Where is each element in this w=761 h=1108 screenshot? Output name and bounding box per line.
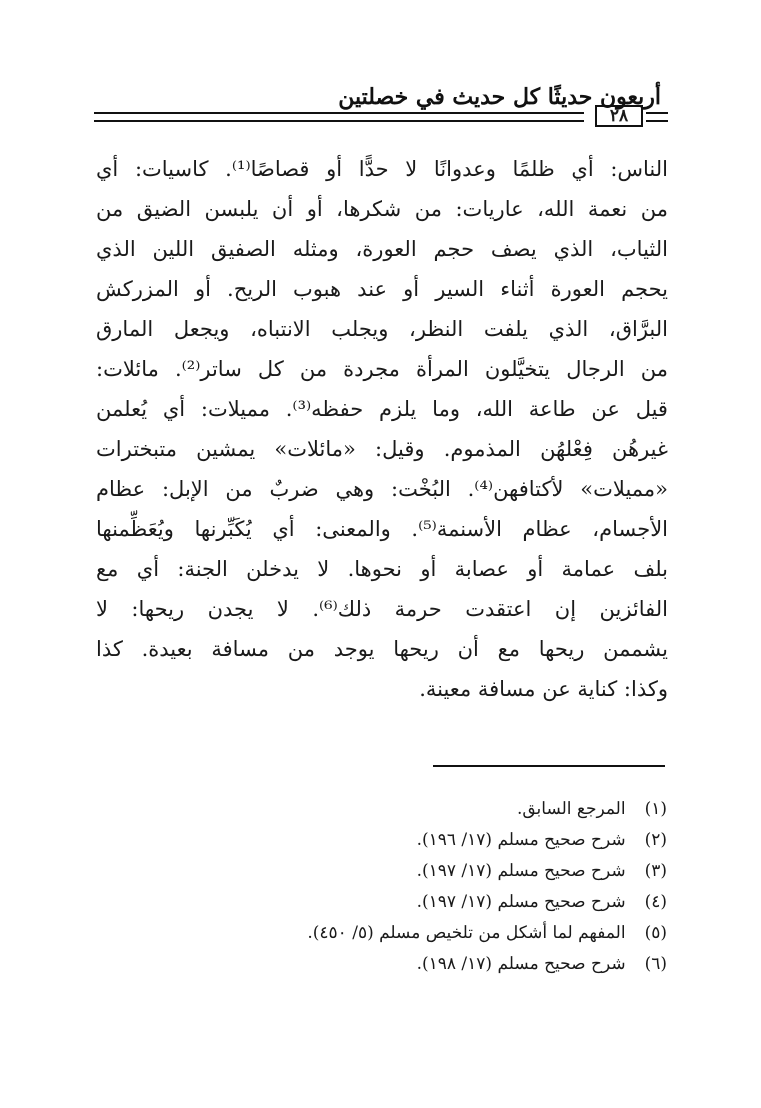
header-double-rule-short <box>646 112 668 122</box>
body-line: بلف عمامة أو عصابة أو نحوها. لا يدخلن الجنة: أي مع <box>96 557 668 581</box>
body-text <box>96 149 668 709</box>
body-line: الفائزين إن اعتقدت حرمة ذلك⁽⁶⁾. لا يجدن ريحها: لا <box>96 597 668 621</box>
footnote-number: (٢) <box>644 830 667 850</box>
page-number: ٢٨ <box>595 105 643 127</box>
footnote-number: (١) <box>644 799 667 819</box>
body-line: قيل عن طاعة الله، وما يلزم حفظه⁽³⁾. مميلات: أي يُعلمن <box>96 397 668 421</box>
footnote <box>107 918 667 949</box>
footnote-text: المفهم لما أشكل من تلخيص مسلم (٥/ ٤٥٠). <box>307 923 626 943</box>
body-line: وكذا: كناية عن مسافة معينة. <box>419 677 668 701</box>
footnote <box>107 856 667 887</box>
body-line: الأجسام، عظام الأسنمة⁽⁵⁾. والمعنى: أي يُكَبِّرنها ويُعَظِّمنها <box>96 517 668 541</box>
footnotes <box>107 794 667 980</box>
footnote-number: (٥) <box>644 923 667 943</box>
body-line: «مميلات» لأكتافهن⁽⁴⁾. البُخْت: وهي ضربٌ من الإبل: عظام <box>96 477 668 501</box>
footnote <box>107 825 667 856</box>
body-line: يحجم العورة أثناء السير أو عند هبوب الريح. أو المزركش <box>96 277 668 301</box>
body-line: يشممن ريحها مع أن ريحها يوجد من مسافة بعيدة. كذا <box>96 637 668 661</box>
body-line: من نعمة الله، عاريات: من شكرها، أو أن يلبسن الضيق من <box>96 197 668 221</box>
running-header-title: أربعون حديثًا كل حديث في خصلتين <box>338 84 661 110</box>
footnote-number: (٣) <box>644 861 667 881</box>
footnote-text: شرح صحيح مسلم (١٧/ ١٩٧). <box>416 861 626 881</box>
footnote-number: (٦) <box>644 954 667 974</box>
body-line: من الرجال يتخيَّلون المرأة مجردة من كل ساتر⁽²⁾. مائلات: <box>96 357 668 381</box>
footnote-separator <box>433 765 665 767</box>
body-line: غيرهُن فِعْلهُن المذموم. وقيل: «مائلات» يمشين متبخترات <box>96 437 668 461</box>
footnote <box>107 949 667 980</box>
footnote-text: المرجع السابق. <box>516 799 626 819</box>
body-line: البرَّاق، الذي يلفت النظر، ويجلب الانتباه، ويجعل المارق <box>96 317 668 341</box>
body-line: الناس: أي ظلمًا وعدوانًا لا حدًّا أو قصاصًا⁽¹⁾. كاسيات: أي <box>96 157 668 181</box>
header-double-rule <box>94 112 584 122</box>
footnote-number: (٤) <box>644 892 667 912</box>
footnote-text: شرح صحيح مسلم (١٧/ ١٩٨). <box>416 954 626 974</box>
footnote-text: شرح صحيح مسلم (١٧/ ١٩٦). <box>416 830 626 850</box>
footnote <box>107 887 667 918</box>
footnote-text: شرح صحيح مسلم (١٧/ ١٩٧). <box>416 892 626 912</box>
footnote <box>107 794 667 825</box>
body-line: الثياب، الذي يصف حجم العورة، ومثله الصفيق اللين الذي <box>96 237 668 261</box>
